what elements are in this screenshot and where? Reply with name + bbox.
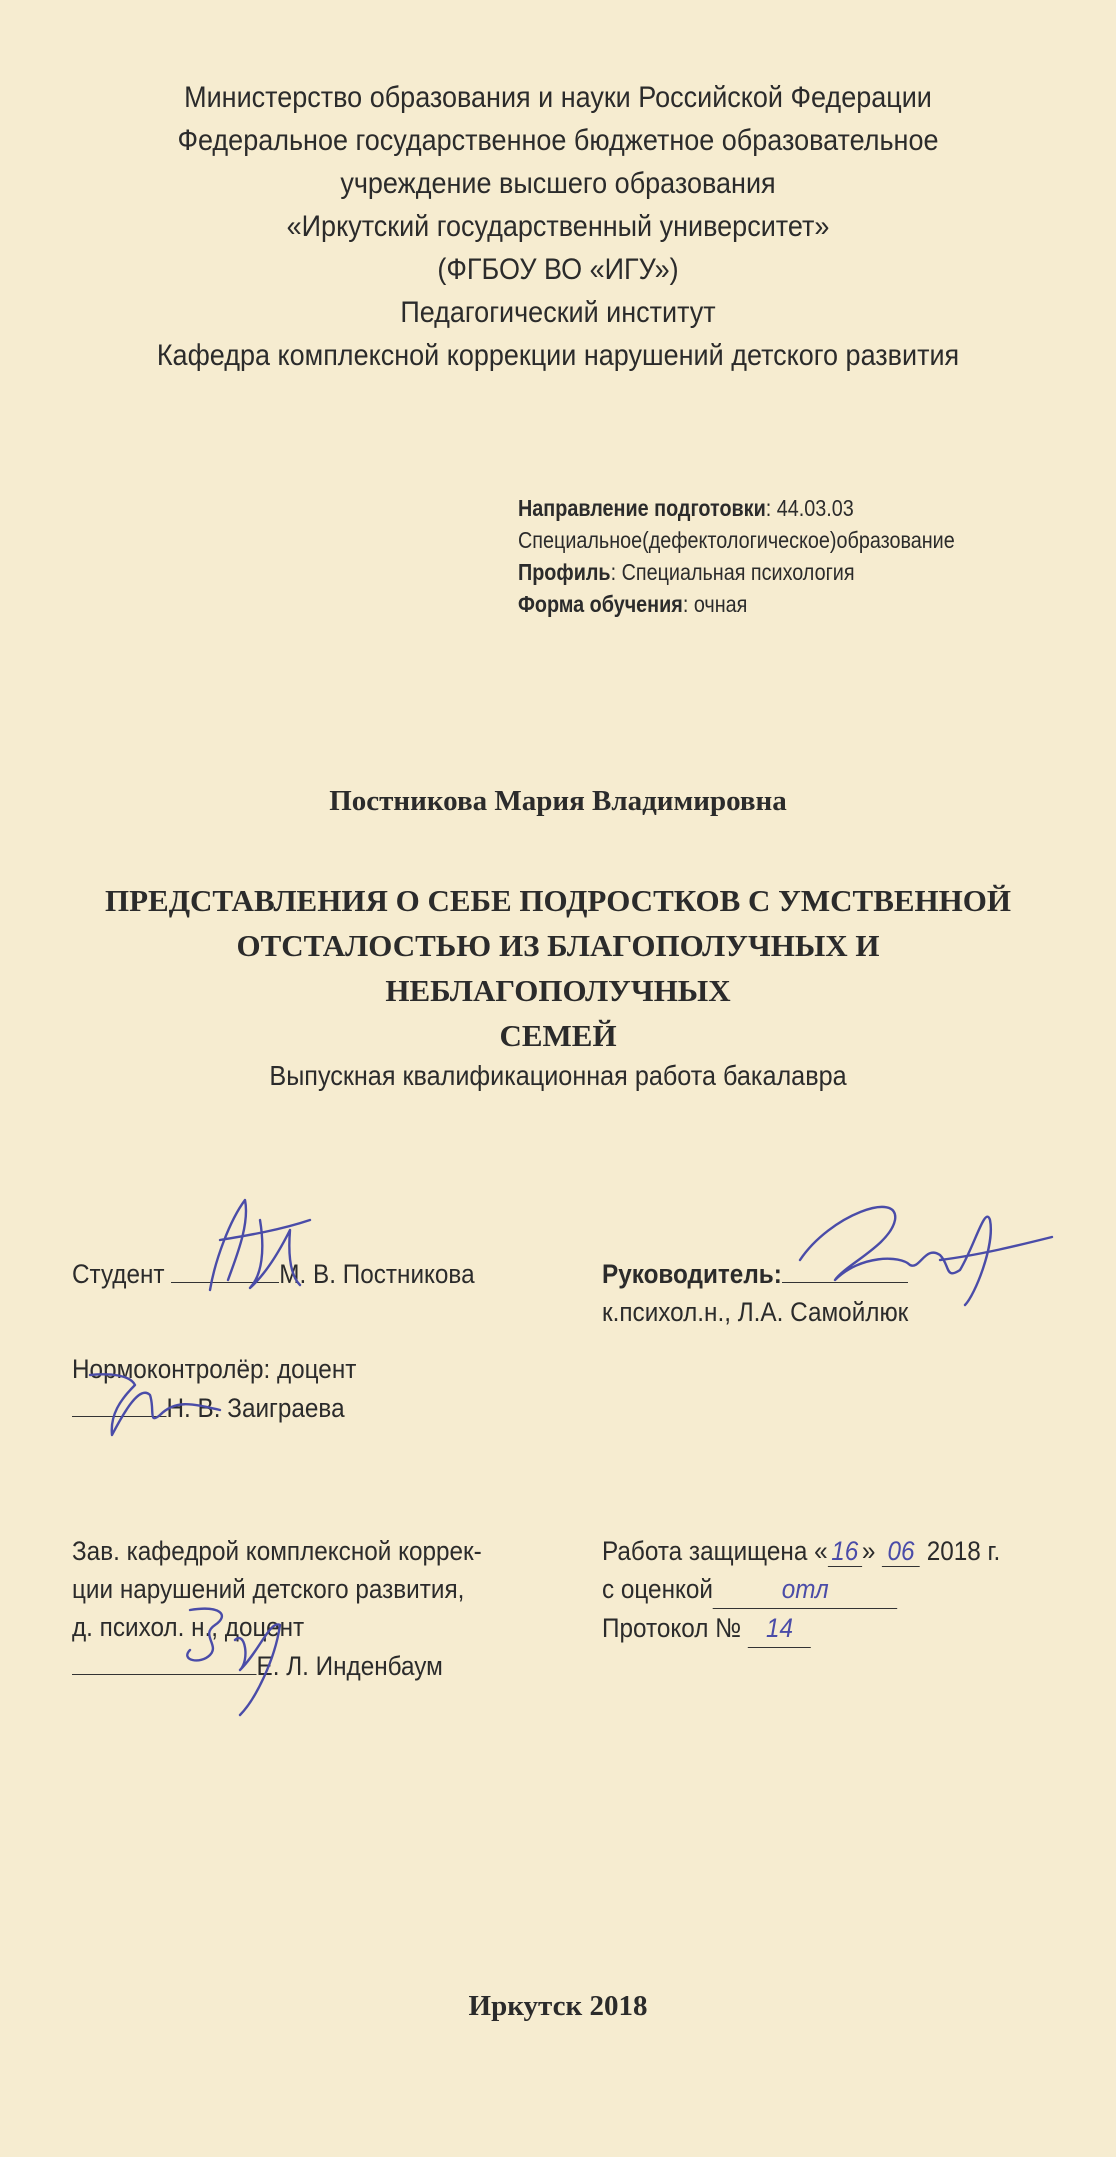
form-row <box>518 588 1000 620</box>
normcontrol-signature <box>80 1355 230 1445</box>
grade-value: отл <box>713 1570 898 1609</box>
city-year: Иркутск 2018 <box>468 1990 648 2022</box>
supervisor-signature <box>790 1185 1060 1315</box>
ministry-line: Министерство образования и науки Российской Федерации <box>184 81 932 114</box>
defense-day: 16 <box>828 1536 862 1567</box>
direction-row <box>518 492 1000 524</box>
normcontrol-name: Н. В. Заиграева <box>166 1393 345 1423</box>
defense-label: Работа защищена « <box>602 1536 828 1566</box>
student-name: М. В. Постникова <box>279 1259 475 1289</box>
form-value: : очная <box>682 591 748 617</box>
protocol-label: Протокол № <box>602 1613 742 1643</box>
supervisor-label: Руководитель: <box>602 1259 782 1289</box>
author-name: Постникова Мария Владимировна <box>329 785 787 817</box>
defense-month: 06 <box>882 1536 920 1567</box>
head-line-1: Зав. кафедрой комплексной коррек- <box>72 1536 482 1566</box>
form-label: Форма обучения <box>518 591 683 617</box>
department-name: Кафедра комплексной коррекции нарушений детского развития <box>156 339 960 372</box>
student-label: Студент <box>72 1259 165 1289</box>
work-type: Выпускная квалификационная работа бакалавра <box>269 1060 847 1091</box>
institution-header <box>56 76 1060 377</box>
university-type-line-2: учреждение высшего образования <box>340 167 776 200</box>
university-type-line: Федеральное государственное бюджетное образовательное <box>177 124 939 157</box>
university-abbr: (ФГБОУ ВО «ИГУ») <box>437 253 679 286</box>
defense-year: 2018 г. <box>926 1536 1001 1566</box>
title-line-3: СЕМЕЙ <box>499 1018 617 1053</box>
title-line-2: ОТСТАЛОСТЬЮ ИЗ БЛАГОПОЛУЧНЫХ И НЕБЛАГОПОЛУЧНЫХ <box>236 928 880 1008</box>
student-signature <box>190 1180 340 1300</box>
defense-block <box>602 1532 1000 1648</box>
head-line-3: д. психол. н., доцент <box>72 1612 305 1642</box>
profile-label: Профиль <box>518 559 611 585</box>
profile-value: : Специальная психология <box>610 559 855 585</box>
protocol-value: 14 <box>748 1609 811 1648</box>
head-name: Е. Л. Инденбаум <box>256 1651 443 1681</box>
profile-row <box>518 556 1000 588</box>
supervisor-name: к.психол.н., Л.А. Самойлюк <box>602 1297 909 1327</box>
direction-name: Специальное(дефектологическое)образование <box>518 527 955 553</box>
thesis-title <box>90 878 1026 1058</box>
head-line-2: ции нарушений детского развития, <box>72 1574 465 1604</box>
institute-name: Педагогический институт <box>400 296 716 329</box>
head-signature <box>160 1590 300 1720</box>
direction-label: Направление подготовки <box>518 495 766 521</box>
normcontrol-label: Нормоконтролёр: доцент <box>72 1354 357 1384</box>
program-info <box>518 492 1000 620</box>
direction-code: : 44.03.03 <box>765 495 854 521</box>
grade-label: с оценкой <box>602 1574 713 1604</box>
defense-mid: » <box>861 1536 876 1566</box>
title-line-1: ПРЕДСТАВЛЕНИЯ О СЕБЕ ПОДРОСТКОВ С УМСТВЕННОЙ <box>104 883 1012 918</box>
university-name: «Иркутский государственный университет» <box>286 210 830 243</box>
